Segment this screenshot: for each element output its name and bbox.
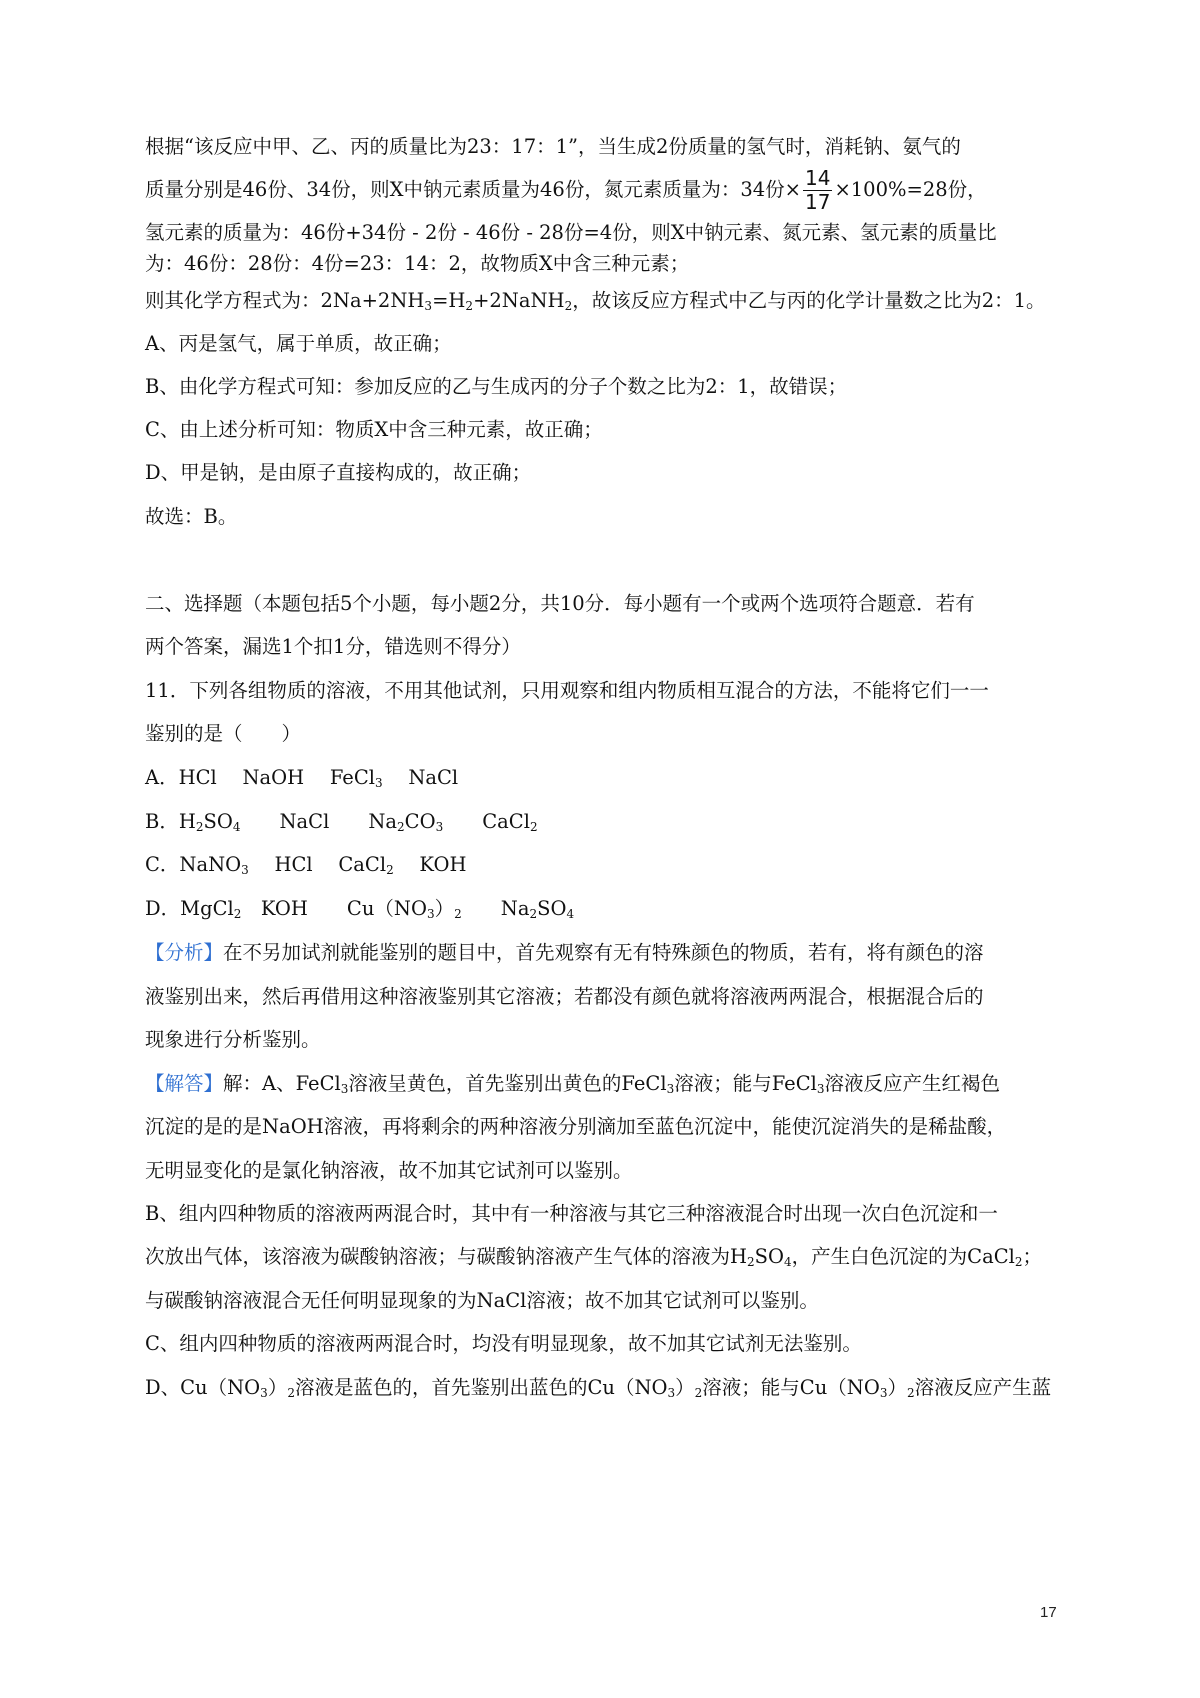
- text-segment: KOH Cu（NO: [241, 897, 427, 920]
- page-number: 17: [1040, 1604, 1057, 1621]
- text-segment: D、Cu（NO: [145, 1376, 261, 1399]
- text-line: 现象进行分析鉴别。: [145, 1028, 321, 1051]
- text-segment: =H: [432, 289, 466, 312]
- text-segment: ×100%=28份，: [834, 178, 987, 201]
- text-segment: HCl CaCl: [248, 853, 387, 876]
- text-segment: 溶液是蓝色的，首先鉴别出蓝色的Cu（NO: [294, 1376, 668, 1399]
- subscript: 3: [879, 1386, 888, 1400]
- text-line: C、由上述分析可知：物质X中含三种元素，故正确；: [145, 418, 603, 441]
- text-line-with-fraction: [145, 167, 1065, 214]
- text-line-with-formula: [145, 1374, 1065, 1402]
- subscript: 3: [426, 907, 435, 921]
- fraction-denominator: 17: [804, 190, 831, 214]
- subscript: 2: [747, 1255, 755, 1269]
- subscript: 2: [529, 820, 538, 834]
- text-line: 沉淀的是的是NaOH溶液，再将剩余的两种溶液分别滴加至蓝色沉淀中，能使沉淀消失的是稀盐酸，: [145, 1115, 1007, 1138]
- text-line-with-formula: [145, 1243, 1065, 1271]
- fraction: [803, 167, 832, 214]
- subscript: 3: [340, 1082, 349, 1096]
- subscript: 4: [566, 907, 575, 921]
- text-segment: ）: [887, 1376, 907, 1399]
- text-segment: SO: [203, 810, 233, 833]
- text-line: 根据“该反应中甲、乙、丙的质量比为23：17：1”，当生成2份质量的氢气时，消耗钠、氨气的: [145, 135, 961, 158]
- text-segment: 则其化学方程式为：2Na+2NH: [145, 289, 425, 312]
- text-segment: SO: [754, 1245, 785, 1268]
- equation-line: [145, 287, 1065, 315]
- text-segment: 溶液；能与FeCl: [674, 1072, 817, 1095]
- subscript: 2: [906, 1386, 915, 1400]
- text-segment: NaCl: [382, 766, 459, 789]
- option-b: [145, 808, 1065, 836]
- subscript: 3: [424, 299, 433, 313]
- question-text: 鉴别的是（ ）: [145, 722, 302, 745]
- text-segment: ，产生白色沉淀的为CaCl: [791, 1245, 1015, 1268]
- subscript: 2: [386, 863, 394, 877]
- subscript: 2: [1014, 1255, 1023, 1269]
- text-segment: CaCl: [443, 810, 530, 833]
- text-segment: 质量分别是46份、34份，则X中钠元素质量为46份，氮元素质量为：34份×: [145, 178, 801, 201]
- text-segment: SO: [537, 897, 567, 920]
- subscript: 3: [374, 776, 383, 790]
- subscript: 2: [195, 820, 204, 834]
- text-segment: 次放出气体，该溶液为碳酸钠溶液；与碳酸钠溶液产生气体的溶液为H: [145, 1245, 748, 1268]
- solution-line: [145, 1070, 1065, 1098]
- solution-tag: 【解答】: [145, 1072, 224, 1095]
- text-segment: ）: [675, 1376, 695, 1399]
- text-segment: 溶液呈黄色，首先鉴别出黄色的FeCl: [348, 1072, 667, 1095]
- subscript: 2: [287, 1386, 295, 1400]
- text-segment: 溶液反应产生红褐色: [824, 1072, 1001, 1095]
- text-line: B、由化学方程式可知：参加反应的乙与生成丙的分子个数之比为2：1，故错误；: [145, 375, 848, 398]
- text-segment: ；: [1022, 1245, 1043, 1268]
- subscript: 2: [454, 907, 462, 921]
- text-segment: ，故该反应方程式中乙与丙的化学计量数之比为2：1。: [572, 289, 1046, 312]
- text-line: 液鉴别出来，然后再借用这种溶液鉴别其它溶液；若都没有颜色就将溶液两两混合，根据混合后的: [145, 985, 984, 1008]
- text-segment: CO: [404, 810, 436, 833]
- subscript: 3: [241, 863, 249, 877]
- text-line: D、甲是钠，是由原子直接构成的，故正确；: [145, 461, 532, 484]
- text-line: 两个答案，漏选1个扣1分，错选则不得分）: [145, 635, 521, 658]
- text-segment: Na: [461, 897, 530, 920]
- text-line: 氢元素的质量为：46份+34份 - 2份 - 46份 - 28份=4份，则X中钠元素、氮元素、氢元素的质量比: [145, 221, 997, 244]
- text-segment: 解：A、FeCl: [223, 1072, 341, 1095]
- text-line: B、组内四种物质的溶液两两混合时，其中有一种溶液与其它三种溶液混合时出现一次白色沉淀和一: [145, 1202, 998, 1225]
- subscript: 3: [816, 1082, 825, 1096]
- section-heading: 二、选择题（本题包括5个小题，每小题2分，共10分．每小题有一个或两个选项符合题意．若有: [145, 592, 975, 615]
- subscript: 2: [465, 299, 474, 313]
- subscript: 2: [233, 907, 242, 921]
- subscript: 4: [232, 820, 241, 834]
- text-line: 故选：B。: [145, 505, 238, 528]
- subscript: 2: [397, 820, 405, 834]
- subscript: 4: [784, 1255, 792, 1269]
- subscript: 3: [260, 1386, 268, 1400]
- text-line: 与碳酸钠溶液混合无任何明显现象的为NaCl溶液；故不加其它试剂可以鉴别。: [145, 1289, 819, 1312]
- text-segment: C．NaNO: [145, 853, 242, 876]
- subscript: 2: [529, 907, 538, 921]
- text-line: A、丙是氢气，属于单质，故正确；: [145, 332, 452, 355]
- text-segment: ）: [434, 897, 455, 920]
- text-segment: NaCl Na: [240, 810, 398, 833]
- analysis-line: [145, 939, 1065, 967]
- text-segment: D．MgCl: [145, 897, 234, 920]
- subscript: 3: [435, 820, 444, 834]
- option-d: [145, 895, 1065, 923]
- text-segment: +2NaNH: [473, 289, 565, 312]
- subscript: 3: [666, 1082, 675, 1096]
- text-segment: KOH: [393, 853, 467, 876]
- subscript: 3: [667, 1386, 676, 1400]
- text-segment: B．H: [145, 810, 196, 833]
- text-segment: 溶液；能与Cu（NO: [702, 1376, 880, 1399]
- analysis-tag: 【分析】: [145, 941, 224, 964]
- option-c: [145, 851, 1065, 879]
- text-segment: A．HCl NaOH FeCl: [145, 766, 375, 789]
- text-segment: ）: [267, 1376, 288, 1399]
- text-line: 为：46份：28份：4份=23：14：2，故物质X中含三种元素；: [145, 252, 690, 275]
- text-segment: 在不另加试剂就能鉴别的题目中，首先观察有无有特殊颜色的物质，若有，将有颜色的溶: [223, 941, 984, 964]
- fraction-numerator: 14: [804, 166, 831, 190]
- text-line: C、组内四种物质的溶液两两混合时，均没有明显现象，故不加其它试剂无法鉴别。: [145, 1332, 862, 1355]
- text-line: 无明显变化的是氯化钠溶液，故不加其它试剂可以鉴别。: [145, 1159, 633, 1182]
- question-text: 11．下列各组物质的溶液，不用其他试剂，只用观察和组内物质相互混合的方法，不能将它们一一: [145, 679, 989, 702]
- subscript: 2: [694, 1386, 703, 1400]
- subscript: 2: [564, 299, 573, 313]
- text-segment: 溶液反应产生蓝: [914, 1376, 1052, 1399]
- option-a: [145, 764, 1065, 792]
